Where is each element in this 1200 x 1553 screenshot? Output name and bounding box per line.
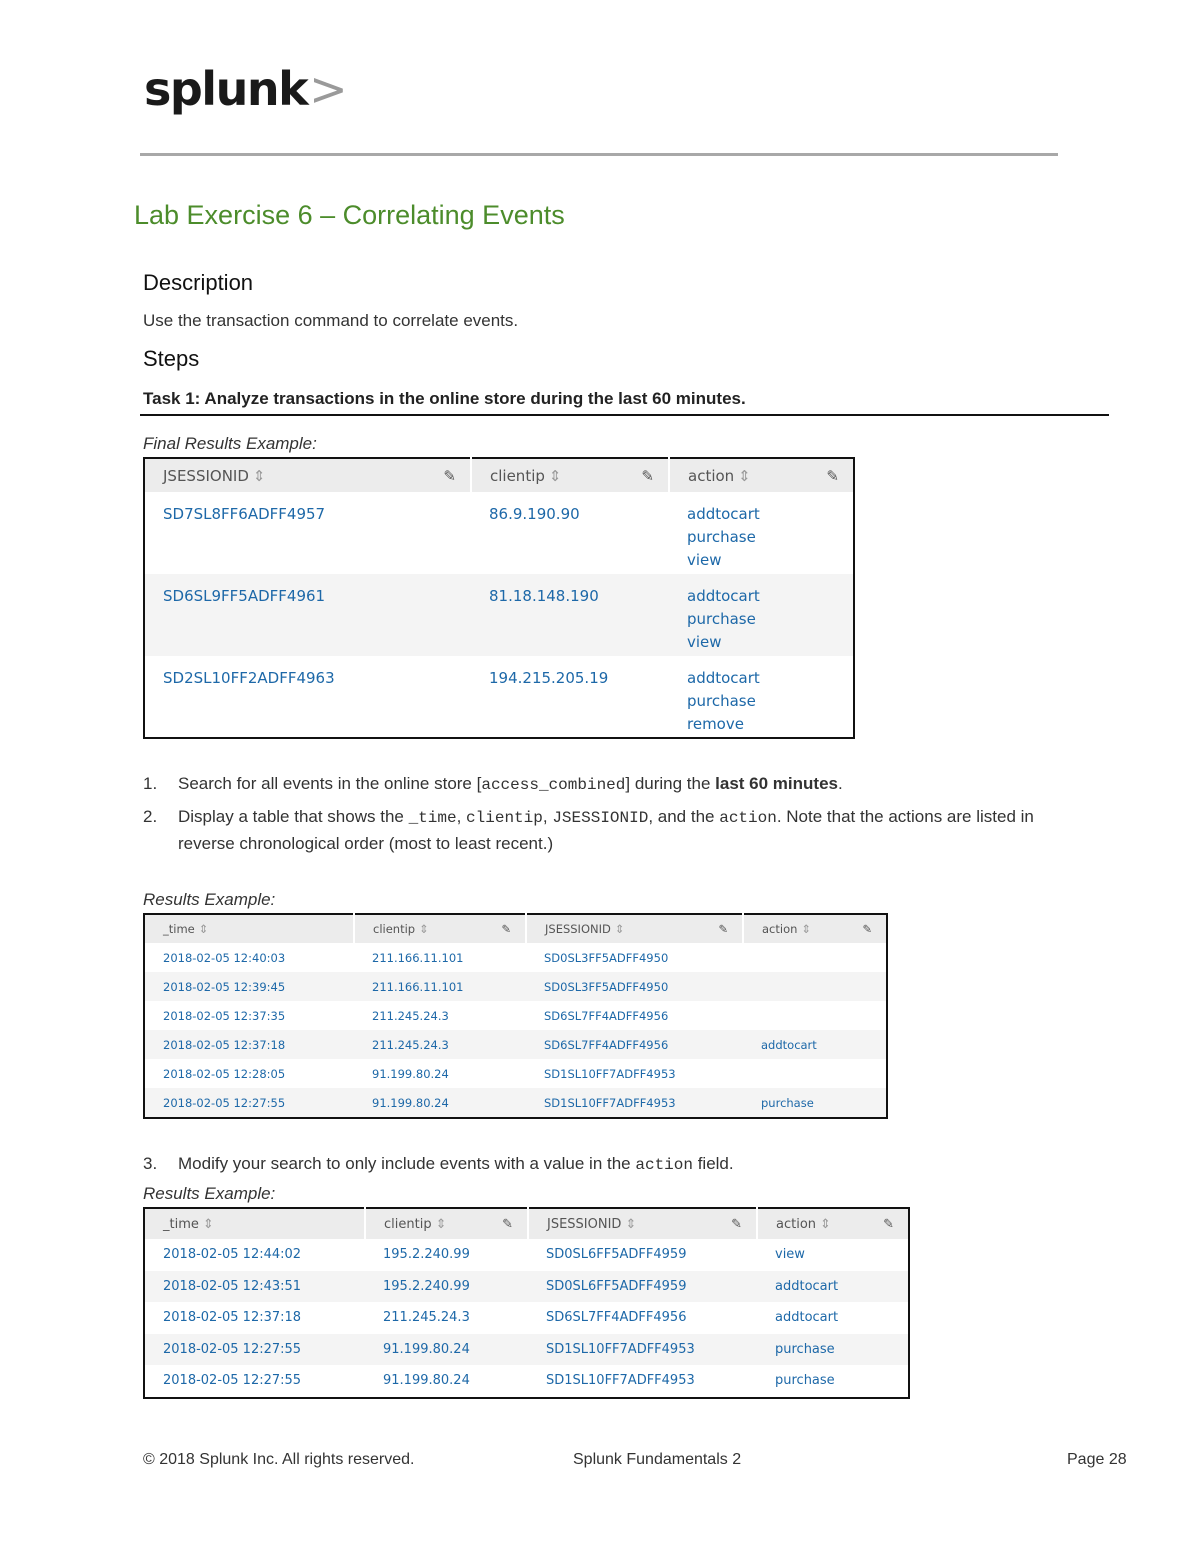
table-row [144, 1030, 887, 1059]
table-row [144, 972, 887, 1001]
sort-icon[interactable]: ⇕ [435, 1216, 447, 1232]
action-cell [669, 656, 854, 738]
action-value[interactable]: addtocart [687, 669, 760, 687]
step-number: 2. [143, 807, 158, 826]
sort-icon[interactable]: ⇕ [801, 922, 812, 936]
column-header-time[interactable]: _time ⇕ [144, 914, 354, 943]
clientip-cell[interactable]: 194.215.205.19 [489, 669, 609, 687]
action-value[interactable]: remove [687, 715, 744, 733]
action-cell[interactable]: purchase [743, 1088, 887, 1118]
page-title: Lab Exercise 6 – Correlating Events [134, 200, 565, 230]
pencil-icon[interactable]: ✎ [501, 922, 511, 936]
column-header-jsessionid[interactable]: JSESSIONID ⇕ ✎ [144, 458, 471, 492]
jsessionid-cell[interactable]: SD1SL10FF7ADFF4953 [526, 1088, 743, 1118]
header-rule [140, 153, 1058, 156]
step-text: Display a table that shows the _time, clientip, JSESSIONID, and the action. Note that the actions are listed in reverse chronological order (most to least recent.) [178, 807, 1034, 853]
step-3 [143, 1151, 1093, 1176]
column-header-clientip[interactable]: clientip ⇕ ✎ [471, 458, 669, 492]
action-cell[interactable]: addtocart [743, 1030, 887, 1059]
action-cell[interactable]: addtocart [775, 1310, 839, 1326]
time-cell[interactable]: 2018-02-05 12:43:51 [144, 1271, 365, 1303]
pencil-icon[interactable]: ✎ [443, 466, 456, 485]
pencil-icon[interactable]: ✎ [718, 922, 728, 936]
time-cell[interactable]: 2018-02-05 12:27:55 [144, 1334, 365, 1366]
jsessionid-cell[interactable]: SD6SL7FF4ADFF4956 [526, 1030, 743, 1059]
table-row [144, 1001, 887, 1030]
table-row [144, 943, 887, 972]
table-row [144, 1302, 909, 1334]
jsessionid-cell[interactable]: SD0SL3FF5ADFF4950 [526, 972, 743, 1001]
sort-icon[interactable]: ⇕ [820, 1216, 831, 1232]
clientip-cell[interactable]: 91.199.80.24 [365, 1334, 528, 1366]
table-row [144, 1365, 909, 1398]
jsessionid-cell[interactable]: SD2SL10FF2ADFF4963 [163, 669, 335, 687]
time-cell[interactable]: 2018-02-05 12:44:02 [163, 1247, 302, 1263]
jsessionid-cell[interactable]: SD0SL6FF5ADFF4959 [528, 1271, 757, 1303]
splunk-logo: splunk> [144, 62, 347, 116]
action-cell[interactable] [743, 1059, 887, 1088]
table-row [144, 1334, 909, 1366]
table-row [144, 574, 854, 656]
sort-icon[interactable]: ⇕ [614, 922, 625, 936]
action-cell[interactable] [743, 1001, 887, 1030]
action-value[interactable]: view [687, 633, 722, 651]
action-value[interactable]: addtocart [687, 505, 760, 523]
action-cell[interactable]: purchase [775, 1373, 835, 1389]
filtered-results-table [143, 1207, 910, 1399]
action-value[interactable]: addtocart [687, 587, 760, 605]
time-cell[interactable]: 2018-02-05 12:27:55 [144, 1088, 354, 1118]
table-row [144, 1239, 909, 1271]
clientip-cell[interactable]: 91.199.80.24 [383, 1373, 470, 1389]
time-cell[interactable]: 2018-02-05 12:40:03 [163, 950, 286, 965]
description-heading: Description [143, 270, 254, 295]
clientip-cell[interactable]: 211.166.11.101 [372, 950, 464, 965]
clientip-cell[interactable]: 86.9.190.90 [489, 505, 580, 523]
pencil-icon[interactable]: ✎ [641, 466, 654, 485]
action-value[interactable]: purchase [687, 610, 756, 628]
action-cell[interactable]: view [775, 1247, 805, 1263]
sort-icon[interactable]: ⇕ [738, 466, 751, 485]
task-rule [140, 414, 1109, 416]
jsessionid-cell[interactable]: SD0SL3FF5ADFF4950 [544, 950, 669, 965]
pencil-icon[interactable]: ✎ [826, 466, 839, 485]
final-results-table [143, 457, 855, 739]
task-heading: Task 1: Analyze transactions in the online store during the last 60 minutes. [143, 389, 746, 408]
clientip-cell[interactable]: 211.166.11.101 [354, 972, 526, 1001]
time-cell[interactable]: 2018-02-05 12:27:55 [163, 1373, 302, 1389]
step-text: Modify your search to only include events with a value in the action field. [178, 1154, 734, 1174]
step-1 [143, 771, 1093, 796]
sort-icon[interactable]: ⇕ [625, 1216, 637, 1232]
footer-copyright: © 2018 Splunk Inc. All rights reserved. [143, 1451, 415, 1468]
action-cell[interactable] [743, 943, 887, 972]
sort-icon[interactable]: ⇕ [419, 922, 429, 936]
jsessionid-cell[interactable]: SD0SL6FF5ADFF4959 [546, 1247, 687, 1263]
jsessionid-cell[interactable]: SD1SL10FF7ADFF4953 [528, 1334, 757, 1366]
final-results-caption: Final Results Example: [143, 434, 317, 453]
clientip-cell[interactable]: 211.245.24.3 [354, 1030, 526, 1059]
column-header-jsessionid[interactable]: JSESSIONID ⇕ ✎ [528, 1208, 757, 1239]
jsessionid-cell[interactable]: SD1SL10FF7ADFF4953 [546, 1373, 695, 1389]
column-header-jsessionid[interactable]: JSESSIONID ⇕ ✎ [526, 914, 743, 943]
time-cell[interactable]: 2018-02-05 12:28:05 [163, 1066, 286, 1081]
clientip-cell[interactable]: 195.2.240.99 [383, 1247, 470, 1263]
action-cell[interactable]: addtocart [757, 1271, 909, 1303]
table-row [144, 492, 854, 574]
action-value[interactable]: purchase [687, 692, 756, 710]
action-cell [669, 574, 854, 656]
pencil-icon[interactable]: ✎ [883, 1216, 894, 1232]
column-header-clientip[interactable]: clientip ⇕ ✎ [354, 914, 526, 943]
action-cell[interactable] [743, 972, 887, 1001]
pencil-icon[interactable]: ✎ [731, 1216, 742, 1232]
time-cell[interactable]: 2018-02-05 12:39:45 [144, 972, 354, 1001]
action-cell [669, 492, 854, 574]
table-row [144, 656, 854, 738]
footer-course: Splunk Fundamentals 2 [573, 1451, 742, 1468]
step-number: 3. [143, 1154, 158, 1173]
clientip-cell[interactable]: 211.245.24.3 [372, 1008, 449, 1023]
clientip-cell[interactable]: 195.2.240.99 [365, 1271, 528, 1303]
sort-icon[interactable]: ⇕ [202, 1216, 214, 1232]
action-value[interactable]: purchase [687, 528, 756, 546]
results-caption: Results Example: [143, 890, 276, 909]
column-header-action[interactable]: action ⇕ ✎ [757, 1208, 909, 1239]
step-number: 1. [143, 774, 158, 793]
jsessionid-cell[interactable]: SD1SL10FF7ADFF4953 [544, 1066, 676, 1081]
results-table [143, 913, 888, 1119]
action-value[interactable]: view [687, 551, 722, 569]
sort-icon[interactable]: ⇕ [252, 466, 266, 485]
table-row [144, 1271, 909, 1303]
clientip-cell[interactable]: 91.199.80.24 [372, 1066, 449, 1081]
clientip-cell[interactable]: 91.199.80.24 [354, 1088, 526, 1118]
time-cell[interactable]: 2018-02-05 12:37:35 [163, 1008, 286, 1023]
results-caption: Results Example: [143, 1184, 276, 1203]
clientip-cell[interactable]: 211.245.24.3 [383, 1310, 470, 1326]
time-cell[interactable]: 2018-02-05 12:37:18 [163, 1310, 302, 1326]
column-header-action[interactable]: action ⇕ ✎ [743, 914, 887, 943]
table-row [144, 1059, 887, 1088]
column-header-action[interactable]: action ⇕ ✎ [669, 458, 854, 492]
time-cell[interactable]: 2018-02-05 12:37:18 [144, 1030, 354, 1059]
clientip-cell[interactable]: 81.18.148.190 [471, 574, 669, 656]
jsessionid-cell[interactable]: SD6SL7FF4ADFF4956 [544, 1008, 669, 1023]
steps-heading: Steps [143, 346, 200, 371]
column-header-time[interactable]: _time ⇕ [144, 1208, 365, 1239]
action-cell[interactable]: purchase [757, 1334, 909, 1366]
pencil-icon[interactable]: ✎ [502, 1216, 513, 1232]
sort-icon[interactable]: ⇕ [198, 922, 209, 936]
step-text: Search for all events in the online store [access_combined] during the last 60 minutes. [178, 774, 843, 794]
description-text: Use the transaction command to correlate events. [143, 311, 519, 330]
sort-icon[interactable]: ⇕ [548, 466, 562, 485]
table-row [144, 1088, 887, 1118]
footer-page-number: Page 28 [1067, 1451, 1127, 1468]
jsessionid-cell[interactable]: SD6SL9FF5ADFF4961 [144, 574, 471, 656]
step-2 [143, 804, 1093, 854]
pencil-icon[interactable]: ✎ [862, 922, 872, 936]
jsessionid-cell[interactable]: SD6SL7FF4ADFF4956 [546, 1310, 687, 1326]
jsessionid-cell[interactable]: SD7SL8FF6ADFF4957 [163, 505, 326, 523]
column-header-clientip[interactable]: clientip ⇕ ✎ [365, 1208, 528, 1239]
